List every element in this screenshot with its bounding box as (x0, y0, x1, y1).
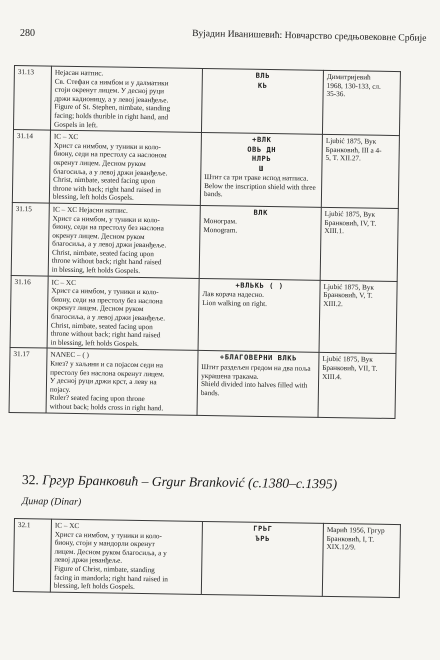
page-header (20, 28, 427, 44)
description-line: IC – XC (54, 521, 80, 531)
description-line: throne without back; right hand raised (50, 329, 161, 340)
reverse-description (201, 68, 323, 134)
table-row (11, 202, 398, 281)
reverse-line: Лав корача надесно. (202, 290, 265, 300)
coin-table (9, 65, 401, 419)
description-line: благосиља, а у левој држи јеванђеље. (50, 312, 166, 323)
table-row (10, 275, 397, 354)
reverse-description (199, 205, 321, 280)
reference-line: Марић 1956, Гргур (326, 525, 385, 535)
reverse-line: Штит са три траке испод натписа. (204, 173, 309, 183)
reverse-text (204, 173, 318, 201)
coin-table-grgur (13, 518, 401, 598)
description-line: in blessing, left holds Gospels. (51, 265, 141, 276)
description-line: У десној руци држи крст, а леву на (49, 376, 157, 387)
reference-line: Ljubić 1875, Вук (323, 282, 374, 292)
legend-line: Ш (258, 164, 264, 173)
description-line: благосиља, а у левој држи јеванђеље. (53, 167, 168, 177)
description-line: Христ са нимбом, у туники и коло- (54, 530, 163, 540)
legend-line: ГРЬГ (253, 524, 273, 534)
legend-line: ВЛЬ (255, 71, 271, 81)
reference-line: 5, T. XII.27. (325, 154, 361, 163)
catalog-number: 31.16 (10, 275, 48, 348)
reverse-line: Lion walking on right. (202, 298, 268, 308)
reference (321, 135, 399, 209)
reference-line: Бранковић, VII, T. (322, 363, 378, 373)
description-line: Christ, nimbate, seated facing upon (51, 248, 154, 259)
reference (318, 353, 396, 418)
legend-line: +БЛАГОВЕРНИ ВЛКЬ (219, 353, 297, 363)
reference-line: Ljubić 1875, Вук (322, 355, 373, 365)
description-line: Кнез? у хаљини и са појасом седи на (50, 359, 163, 370)
description-line: биону, стоји у мандорли окренут (54, 538, 155, 549)
section-number: 32. (21, 472, 39, 488)
table-row (9, 348, 396, 418)
description-line: престолу без наслона окренут лицем. (50, 368, 165, 378)
page-number: 280 (20, 28, 35, 39)
reference-line: XIII.4. (322, 372, 342, 381)
description-line: окренут лицем. Десном руком (53, 158, 146, 169)
description-line: окренут лицем. Десном руком (51, 304, 144, 314)
description-line: throne without back; right hand raised (51, 257, 162, 267)
running-title: Вујадин Иванишевић: Новчарство средњовековне Србије (191, 28, 427, 44)
reference (322, 523, 400, 597)
reference-line: XIII.1. (324, 226, 345, 236)
section-title: Гргур Бранковић – Grgur Branković (c.1380–c.1395) (42, 472, 338, 492)
description-line: Св. Стефан са нимбом и у далматики (54, 77, 169, 88)
reverse-description (201, 521, 323, 596)
reverse-description (200, 133, 322, 208)
reverse-line: Монограм. (203, 217, 237, 226)
description-line: левој држи јеванђеље. (54, 556, 123, 566)
reference-line: Ljubić 1875, Вук (325, 137, 377, 146)
description-line: појасу. (49, 385, 71, 394)
description-line: IC – XC Нејасни натпис. (52, 205, 128, 215)
description-line: NANEC – ( ) (50, 351, 90, 360)
catalog-number: 32.1 (13, 519, 51, 592)
description-line: биону, седи на престолу без наслона (51, 295, 163, 306)
description-line: Ruler? seated facing upon throne (49, 393, 145, 404)
section-subtitle: Динар (Dinar) (21, 496, 82, 508)
reference (322, 70, 400, 135)
reverse-line: Below the inscription shield with three (204, 181, 316, 192)
description-line: стоји окренут лицем. У десној руци (54, 85, 165, 96)
reference-line: XIX.12/9. (326, 543, 356, 552)
obverse-description (48, 203, 200, 278)
reference-line: Ljubić 1875, Вук (324, 209, 376, 219)
description-line: Gospels in left. (54, 120, 98, 129)
reverse-description (198, 278, 320, 353)
description-line: држи кадионицу, а у левој јеванђеље. (54, 94, 169, 105)
description-line: facing; holds thurible in right hand, and (54, 111, 169, 122)
catalog-number: 31.17 (9, 348, 47, 413)
reference (320, 207, 398, 281)
reverse-text (201, 363, 316, 399)
obverse-description (46, 348, 198, 415)
table-row (13, 66, 400, 136)
legend-line: НЛРЬ (251, 154, 272, 164)
description-line: throne with back; right hand raised in (53, 184, 161, 195)
description-line: биону, седи на престолу без наслона (52, 222, 164, 233)
description-line: благосиља, а у левој држи јеванђеље. (52, 239, 167, 250)
reverse-line: Штит раздељен гредом на два поља (201, 362, 311, 373)
legend-line: +ВЛК (252, 135, 272, 145)
section-heading (22, 472, 337, 492)
description-line: лицем. Десном руком благосиља, а у (54, 547, 167, 558)
reference-line: Димитријевић (326, 72, 371, 82)
catalog-number: 31.15 (11, 202, 49, 275)
description-line: окренут лицем. Десном руком (52, 231, 145, 241)
description-line: without back; holds cross in right hand. (49, 402, 164, 413)
description-line: Христ са нимбом, у туники и коло- (52, 214, 160, 224)
reference-line: 1968, 130-133, сл. (326, 81, 381, 91)
reverse-text (202, 290, 316, 309)
description-line: Нејасан натпис. (54, 68, 104, 78)
reverse-text (203, 217, 317, 236)
reference-line: Бранковић, III а 4- (325, 145, 382, 155)
reverse-line: украшена тракама. (201, 371, 259, 381)
description-line: Христ са нимбом, у туники и коло- (51, 286, 159, 297)
legend-line: ОВЬ ДН (247, 145, 277, 154)
reference-line: Бранковић, IV, T. (324, 218, 377, 228)
reference-line: 35-36. (326, 90, 346, 99)
description-line: Христ са нимбом, у туники и коло- (53, 141, 162, 152)
description-line: facing in mandorla; right hand raised in (54, 573, 168, 583)
obverse-description (49, 130, 201, 205)
description-line: Christ, nimbate, seated facing upon (53, 175, 156, 186)
description-line: IC – XC (51, 278, 77, 287)
table-row (12, 130, 399, 209)
reverse-line: Monogram. (203, 225, 238, 235)
description-line: in blessing, left holds Gospels. (50, 338, 139, 348)
reference-line: Бранковић, I, T. (326, 534, 375, 544)
obverse-description (47, 276, 199, 351)
description-line: Christ, nimbate, seated facing upon (50, 321, 153, 331)
legend-line: ВЛК (253, 208, 268, 217)
obverse-description (50, 519, 202, 594)
reference (319, 280, 397, 354)
description-line: Figure of St. Stephen, nimbate, standing (54, 103, 171, 113)
obverse-description (50, 66, 202, 133)
description-line: blessing, left holds Gospels. (53, 581, 135, 592)
reference-line: Бранковић, V, T. (323, 291, 373, 300)
reverse-description (197, 351, 319, 417)
description-line: биону, седи на престолу са наслоном (53, 149, 167, 160)
catalog-number: 31.14 (12, 130, 50, 203)
description-line: blessing, left holds Gospels. (52, 192, 134, 203)
description-line: IC – XC (53, 132, 79, 142)
legend-line: ЪРЬ (255, 534, 270, 543)
reverse-line: bands. (200, 388, 220, 397)
reverse-line: Shield divided into halves filled with (200, 380, 308, 390)
table-row (13, 519, 400, 598)
description-line: Figure of Christ, nimbate, standing (54, 564, 155, 575)
catalog-number: 31.13 (13, 66, 51, 131)
reverse-line: bands. (203, 190, 223, 199)
legend-line: +ВЛЬКЬ ( ) (235, 281, 284, 290)
legend-line: КЬ (257, 81, 268, 90)
reference-line: XIII.2. (323, 299, 343, 309)
